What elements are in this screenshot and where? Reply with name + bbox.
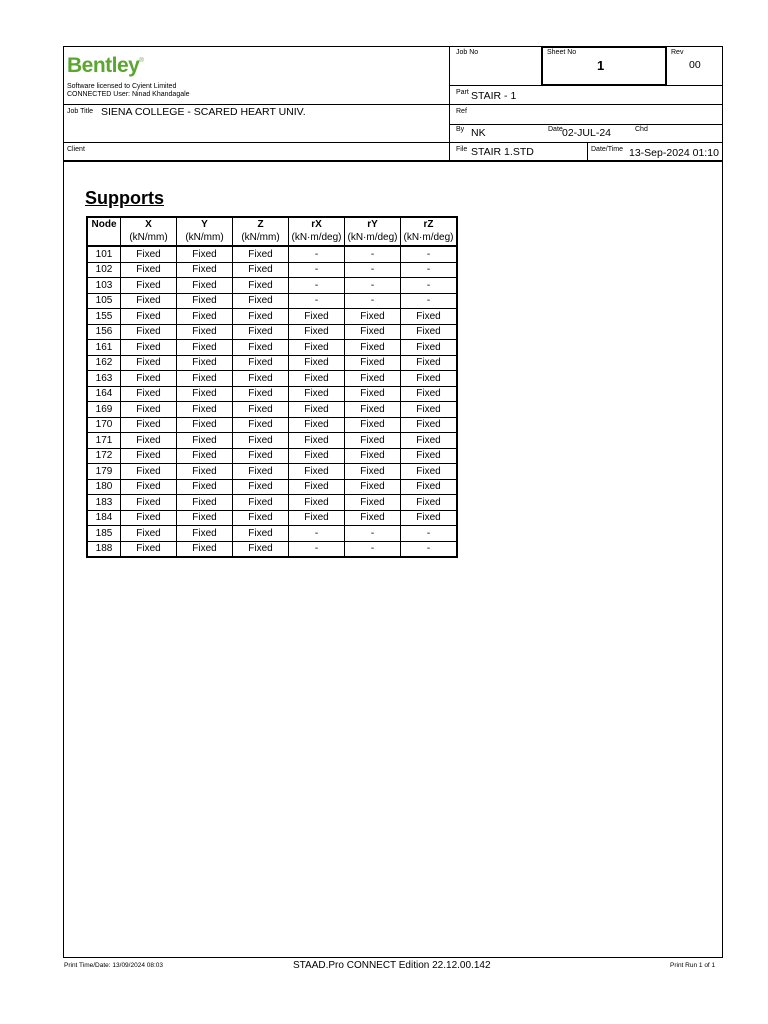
support-cell: Fixed [177,371,233,387]
bentley-logo: Bentley® [67,54,144,77]
support-cell: Fixed [345,355,401,371]
support-cell: Fixed [345,495,401,511]
node-cell: 103 [87,278,121,294]
col-y: Y [177,217,233,230]
rev-value: 00 [689,59,701,71]
support-cell: Fixed [177,386,233,402]
support-cell: Fixed [401,309,458,325]
divider [63,142,723,143]
table-row [87,293,457,309]
support-cell: Fixed [121,386,177,402]
node-cell: 102 [87,262,121,278]
support-cell: Fixed [233,402,289,418]
by-value: NK [471,127,486,139]
chd-label: Chd [635,126,648,133]
support-cell: Fixed [401,386,458,402]
support-cell: Fixed [289,417,345,433]
col-rx: rX [289,217,345,230]
support-cell: Fixed [289,309,345,325]
job-no-label: Job No [456,49,479,56]
support-cell: Fixed [345,464,401,480]
node-cell: 163 [87,371,121,387]
support-cell: Fixed [289,495,345,511]
col-rz: rZ [401,217,458,230]
part-value: STAIR - 1 [471,90,517,102]
divider [63,104,723,105]
table-row [87,479,457,495]
support-cell: Fixed [345,417,401,433]
support-cell: Fixed [289,433,345,449]
table-row [87,510,457,526]
support-cell: Fixed [233,278,289,294]
support-cell: Fixed [177,479,233,495]
support-cell: Fixed [401,433,458,449]
divider [63,160,723,162]
support-cell: Fixed [401,464,458,480]
support-cell: Fixed [233,433,289,449]
datetime-label: Date/Time [591,146,624,153]
support-cell: Fixed [233,448,289,464]
support-cell: Fixed [177,246,233,262]
support-cell: Fixed [345,309,401,325]
table-row [87,324,457,340]
support-cell: Fixed [233,371,289,387]
rev-label: Rev [671,49,684,56]
table-row [87,448,457,464]
support-cell: Fixed [121,293,177,309]
col-ry: rY [345,217,401,230]
support-cell: Fixed [233,479,289,495]
header-row [87,217,457,230]
client-label: Client [67,146,85,153]
support-cell: Fixed [121,246,177,262]
support-cell: Fixed [233,541,289,557]
support-cell: Fixed [121,340,177,356]
ref-label: Ref [456,108,467,115]
support-cell: Fixed [177,309,233,325]
support-cell: Fixed [121,464,177,480]
support-cell: - [401,293,458,309]
support-cell: Fixed [401,448,458,464]
part-label: Part [456,89,469,96]
support-cell: Fixed [401,402,458,418]
support-cell: Fixed [345,402,401,418]
support-cell: Fixed [177,526,233,542]
support-cell: Fixed [121,262,177,278]
divider [665,46,667,86]
title-block [63,46,723,162]
support-cell: Fixed [177,293,233,309]
table-row [87,371,457,387]
support-cell: Fixed [177,402,233,418]
support-cell: Fixed [121,324,177,340]
table-row [87,386,457,402]
unit-z: (kN/mm) [233,230,289,246]
support-cell: Fixed [345,510,401,526]
divider [587,142,588,160]
support-cell: - [401,541,458,557]
support-cell: Fixed [233,526,289,542]
sheet-no-value: 1 [597,58,605,73]
support-cell: Fixed [121,495,177,511]
support-cell: Fixed [401,355,458,371]
edition: STAAD.Pro CONNECT Edition 22.12.00.142 [293,960,491,971]
sheet-no-label: Sheet No [547,49,577,56]
node-cell: 188 [87,541,121,557]
support-cell: Fixed [345,479,401,495]
support-cell: - [345,246,401,262]
table-row [87,262,457,278]
unit-rz: (kN·m/deg) [401,230,458,246]
support-cell: Fixed [177,448,233,464]
support-cell: Fixed [401,324,458,340]
support-cell: - [289,526,345,542]
table-row [87,541,457,557]
col-node: Node [87,217,121,230]
support-cell: Fixed [177,278,233,294]
support-cell: Fixed [121,526,177,542]
table-row [87,495,457,511]
datetime-value: 13-Sep-2024 01:10 [629,147,719,159]
table-row [87,340,457,356]
support-cell: Fixed [289,402,345,418]
support-cell: - [289,262,345,278]
node-cell: 171 [87,433,121,449]
table-row [87,417,457,433]
support-cell: Fixed [233,293,289,309]
support-cell: Fixed [233,386,289,402]
support-cell: Fixed [177,262,233,278]
divider [541,84,667,86]
node-cell: 162 [87,355,121,371]
support-cell: Fixed [345,340,401,356]
license-line-2: CONNECTED User: Ninad Khandagale [67,91,190,98]
table-row [87,246,457,262]
support-cell: Fixed [345,324,401,340]
support-cell: Fixed [401,510,458,526]
support-cell: Fixed [401,371,458,387]
support-cell: Fixed [233,262,289,278]
support-cell: - [345,526,401,542]
support-cell: Fixed [233,510,289,526]
support-cell: Fixed [289,464,345,480]
support-cell: Fixed [177,324,233,340]
divider [449,124,723,125]
support-cell: Fixed [233,309,289,325]
support-cell: - [401,526,458,542]
support-cell: - [401,278,458,294]
date-label: Date [548,126,563,133]
support-cell: Fixed [289,510,345,526]
support-cell: Fixed [121,278,177,294]
node-cell: 105 [87,293,121,309]
support-cell: Fixed [121,541,177,557]
node-cell: 180 [87,479,121,495]
unit-rx: (kN·m/deg) [289,230,345,246]
support-cell: Fixed [233,417,289,433]
support-cell: - [289,541,345,557]
support-cell: Fixed [121,402,177,418]
support-cell: - [289,278,345,294]
units-row [87,230,457,246]
supports-title: Supports [85,188,164,208]
file-value: STAIR 1.STD [471,146,534,158]
node-cell: 184 [87,510,121,526]
date-value: 02-JUL-24 [562,127,612,139]
node-cell: 156 [87,324,121,340]
support-cell: Fixed [233,340,289,356]
col-x: X [121,217,177,230]
support-cell: Fixed [121,433,177,449]
node-cell: 161 [87,340,121,356]
support-cell: Fixed [121,448,177,464]
support-cell: Fixed [121,371,177,387]
support-cell: Fixed [401,495,458,511]
unit-x: (kN/mm) [121,230,177,246]
support-cell: Fixed [233,355,289,371]
support-cell: - [345,293,401,309]
support-cell: Fixed [289,448,345,464]
node-cell: 185 [87,526,121,542]
col-z: Z [233,217,289,230]
support-cell: Fixed [401,417,458,433]
support-cell: Fixed [177,433,233,449]
support-cell: Fixed [345,448,401,464]
support-cell: Fixed [401,479,458,495]
support-cell: Fixed [289,355,345,371]
support-cell: Fixed [121,417,177,433]
support-cell: Fixed [233,464,289,480]
node-cell: 183 [87,495,121,511]
support-cell: Fixed [121,355,177,371]
node-cell: 155 [87,309,121,325]
divider [541,46,543,86]
unit-ry: (kN·m/deg) [345,230,401,246]
table-row [87,278,457,294]
node-cell: 170 [87,417,121,433]
support-cell: Fixed [289,340,345,356]
node-cell: 179 [87,464,121,480]
node-cell: 169 [87,402,121,418]
support-cell: Fixed [233,324,289,340]
support-cell: Fixed [177,495,233,511]
support-cell: - [401,262,458,278]
print-time: Print Time/Date: 13/09/2024 08:03 [64,962,164,969]
node-cell: 172 [87,448,121,464]
supports-table-body [87,246,457,557]
support-cell: Fixed [121,510,177,526]
divider [541,46,667,48]
support-cell: Fixed [401,340,458,356]
support-cell: Fixed [345,433,401,449]
table-row [87,464,457,480]
support-cell: - [401,246,458,262]
support-cell: Fixed [345,371,401,387]
table-row [87,402,457,418]
support-cell: Fixed [121,309,177,325]
support-cell: - [345,541,401,557]
node-cell: 164 [87,386,121,402]
license-line-1: Software licensed to Cyient Limited [67,83,177,90]
support-cell: Fixed [233,246,289,262]
support-cell: - [289,246,345,262]
support-cell: Fixed [345,386,401,402]
support-cell: - [289,293,345,309]
support-cell: Fixed [177,417,233,433]
file-label: File [456,146,468,153]
table-row [87,526,457,542]
support-cell: - [345,278,401,294]
support-cell: - [345,262,401,278]
table-row [87,355,457,371]
support-cell: Fixed [289,479,345,495]
unit-y: (kN/mm) [177,230,233,246]
support-cell: Fixed [233,495,289,511]
unit-node [87,230,121,246]
table-row [87,433,457,449]
job-title-value: SIENA COLLEGE - SCARED HEART UNIV. [101,106,306,118]
support-cell: Fixed [177,340,233,356]
by-label: By [456,126,465,133]
support-cell: Fixed [289,324,345,340]
support-cell: Fixed [121,479,177,495]
support-cell: Fixed [289,371,345,387]
node-cell: 101 [87,246,121,262]
print-run: Print Run 1 of 1 [670,962,716,969]
support-cell: Fixed [177,355,233,371]
table-row [87,309,457,325]
job-title-label: Job Title [67,108,94,115]
support-cell: Fixed [177,541,233,557]
support-cell: Fixed [177,510,233,526]
supports-table [86,216,458,558]
support-cell: Fixed [289,386,345,402]
support-cell: Fixed [177,464,233,480]
